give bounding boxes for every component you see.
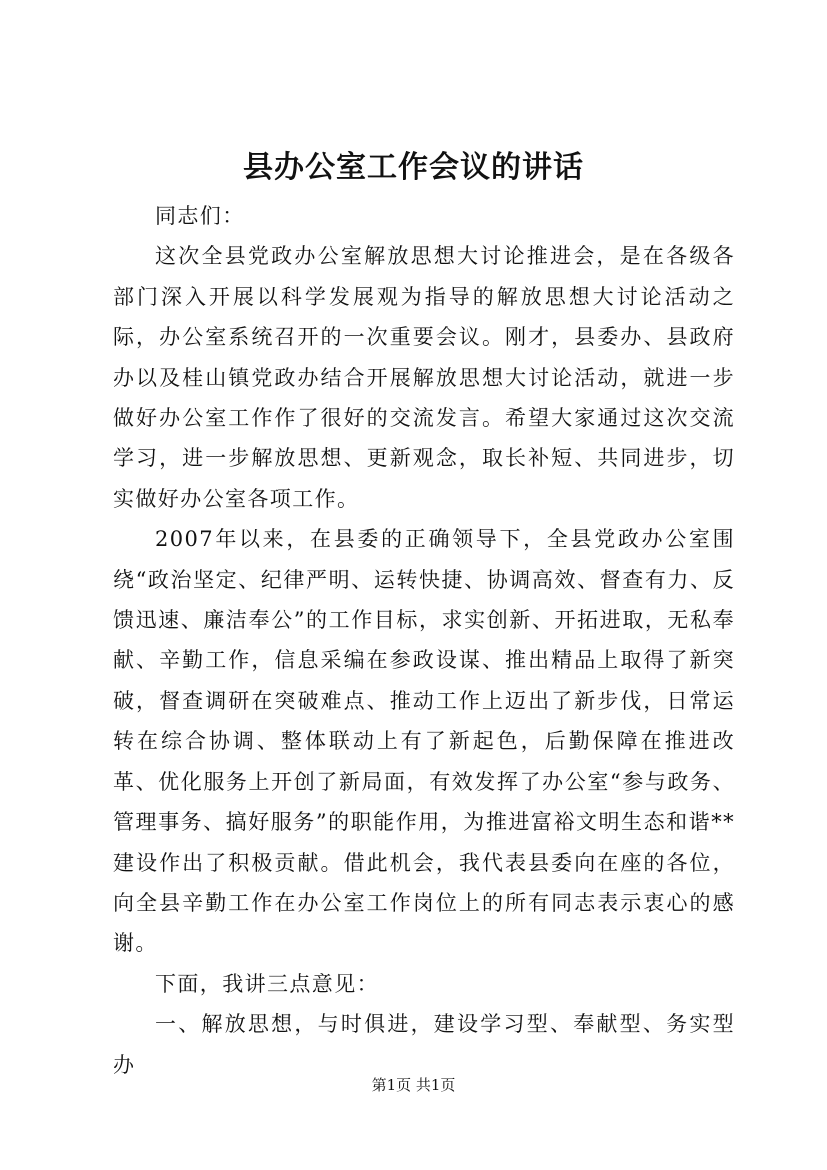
section-heading-paragraph: 一、解放思想，与时俱进，建设学习型、奉献型、务实型办 xyxy=(113,1012,735,1077)
document-body xyxy=(113,196,735,1085)
body-paragraph: 下面，我讲三点意见： xyxy=(155,971,379,996)
body-paragraph: 2007年以来，在县委的正确领导下，全县党政办公室围绕“政治坚定、纪律严明、运转快捷、协调高效、督查有力、反馈迅速、廉洁奉公”的工作目标，求实创新、开拓进取，无私奉献、辛勤工作，信息采编在参政设谋、推出精品上取得了新突破，督查调研在突破难点、推动工作上迈出了新步伐，日常运转在综合协调、整体联动上有了新起色，后勤保障在推进改革、优化服务上开创了新局面，有效发挥了办公室“参与政务、管理事务、搞好服务”的职能作用，为推进富裕文明生态和谐**建设作出了积极贡献。借此机会，我代表县委向在座的各位，向全县辛勤工作在办公室工作岗位上的所有同志表示衷心的感谢。 xyxy=(113,527,735,956)
body-paragraph: 这次全县党政办公室解放思想大讨论推进会，是在各级各部门深入开展以科学发展观为指导的解放思想大讨论活动之际，办公室系统召开的一次重要会议。刚才，县委办、县政府办以及桂山镇党政办结合开展解放思想大讨论活动，就进一步做好办公室工作作了很好的交流发言。希望大家通过这次交流学习，进一步解放思想、更新观念，取长补短、共同进步，切实做好办公室各项工作。 xyxy=(113,244,735,511)
page-number-footer: 第1页 共1页 xyxy=(371,1076,456,1094)
salutation-paragraph: 同志们： xyxy=(155,204,245,228)
document-title: 县办公室工作会议的讲话 xyxy=(243,150,584,185)
